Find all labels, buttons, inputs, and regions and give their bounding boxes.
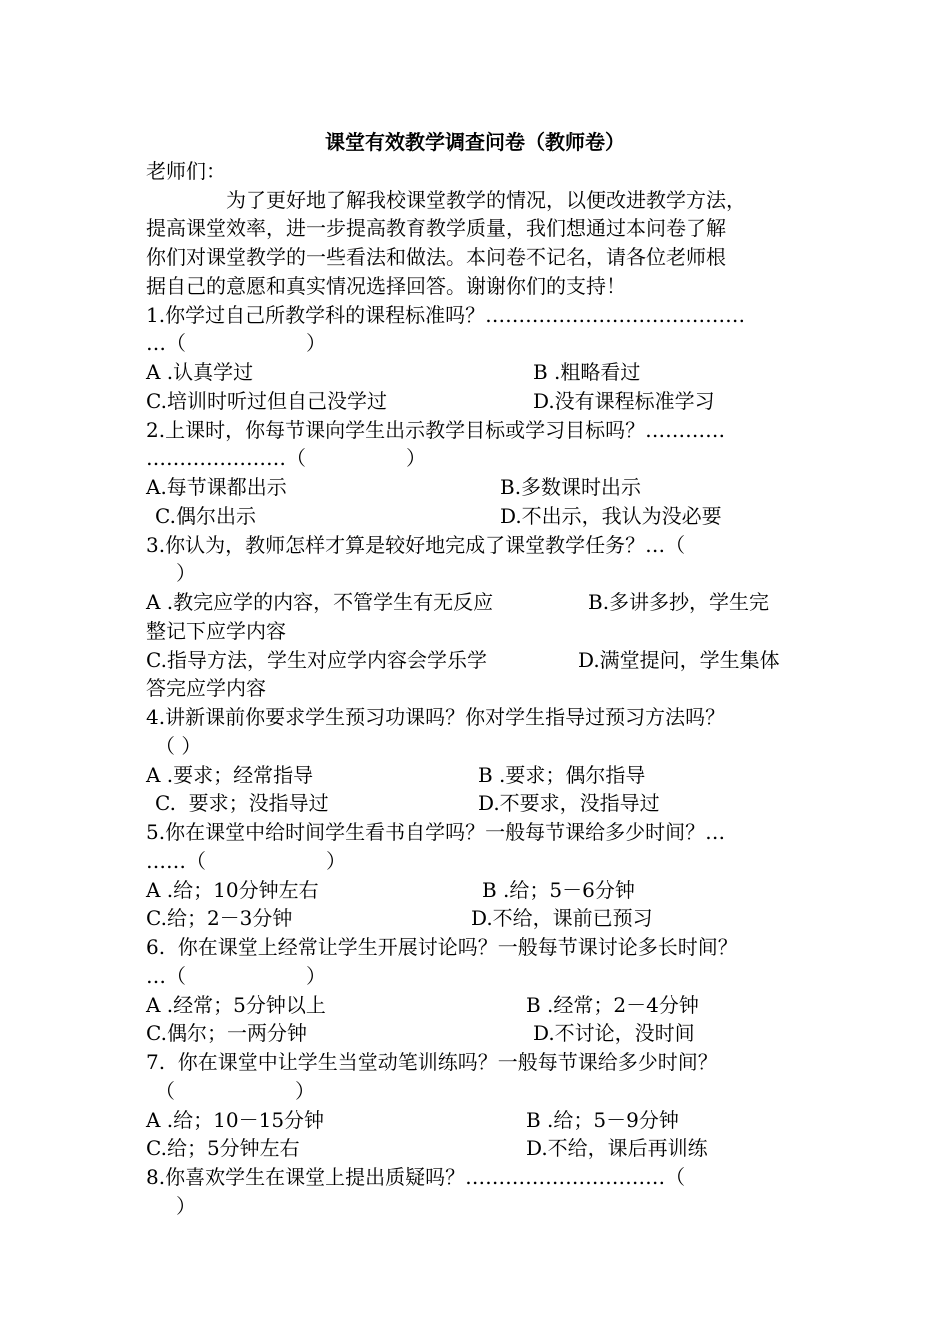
option-a: A .教完应学的内容，不管学生有无反应 [146,590,494,614]
question-text: …（ ） [146,964,326,988]
option-c: C.偶尔；一两分钟 [146,1021,307,1045]
question-text: …（ ） [146,331,326,355]
question-text: …………………（ ） [146,446,426,470]
intro-line: 你们对课堂教学的一些看法和做法。本问卷不记名，请各位老师根 [146,245,726,269]
option-a: A.每节课都出示 [146,475,287,499]
question-text: 1.你学过自己所教学科的课程标准吗？………………………………… [146,303,746,327]
option-c: C. 要求；没指导过 [155,791,329,815]
option-d: D.不给，课前已预习 [471,906,653,930]
option-b-continued: 整记下应学内容 [146,619,286,643]
question-text: ……（ ） [146,849,346,873]
option-d: D.没有课程标准学习 [533,389,715,413]
question-text: 5.你在课堂中给时间学生看书自学吗？一般每节课给多少时间？… [146,820,726,844]
option-d: D.不给，课后再训练 [526,1136,708,1160]
option-b: B.多数课时出示 [500,475,642,499]
question-text: 4.讲新课前你要求学生预习功课吗？你对学生指导过预习方法吗？ [146,705,726,729]
intro-line: 为了更好地了解我校课堂教学的情况，以便改进教学方法， [226,188,746,212]
option-a: A .给；10分钟左右 [146,878,319,902]
option-d: D.不要求，没指导过 [478,791,660,815]
option-d: D.不讨论，没时间 [533,1021,695,1045]
option-c: C.偶尔出示 [155,504,256,528]
option-a: A .认真学过 [146,360,254,384]
option-a: A .经常；5分钟以上 [146,993,326,1017]
option-b: B .要求；偶尔指导 [478,763,646,787]
option-c: C.给；5分钟左右 [146,1136,300,1160]
intro-line: 提高课堂效率，进一步提高教育教学质量，我们想通过本问卷了解 [146,216,726,240]
question-text: （ ） [155,734,202,758]
option-c: C.给；2－3分钟 [146,906,293,930]
option-d-continued: 答完应学内容 [146,676,266,700]
question-text: 8.你喜欢学生在课堂上提出质疑吗？…………………………（ [146,1165,686,1189]
option-b: B .粗略看过 [533,360,641,384]
option-a: A .给；10－15分钟 [146,1108,325,1132]
option-a: A .要求；经常指导 [146,763,314,787]
option-d: D.不出示，我认为没必要 [500,504,722,528]
option-b: B.多讲多抄，学生完 [588,590,770,614]
option-b: B .给；5－6分钟 [482,878,635,902]
option-c: C.指导方法，学生对应学内容会学乐学 [146,648,487,672]
question-text: ） [176,561,196,585]
question-text: 2.上课时，你每节课向学生出示教学目标或学习目标吗？………… [146,418,726,442]
intro-line: 据自己的意愿和真实情况选择回答。谢谢你们的支持！ [146,274,626,298]
salutation: 老师们： [146,159,226,183]
question-text: 7. 你在课堂中让学生当堂动笔训练吗？一般每节课给多少时间？ [146,1050,718,1074]
question-text: ） [176,1194,196,1218]
option-b: B .给；5－9分钟 [526,1108,679,1132]
question-text: 6. 你在课堂上经常让学生开展讨论吗？一般每节课讨论多长时间？ [146,935,738,959]
question-text: （ ） [155,1079,315,1103]
document-title: 课堂有效教学调查问卷（教师卷） [325,130,625,154]
question-text: 3.你认为，教师怎样才算是较好地完成了课堂教学任务？…（ [146,533,686,557]
option-d: D.满堂提问，学生集体 [578,648,780,672]
option-b: B .经常；2－4分钟 [526,993,699,1017]
option-c: C.培训时听过但自己没学过 [146,389,387,413]
